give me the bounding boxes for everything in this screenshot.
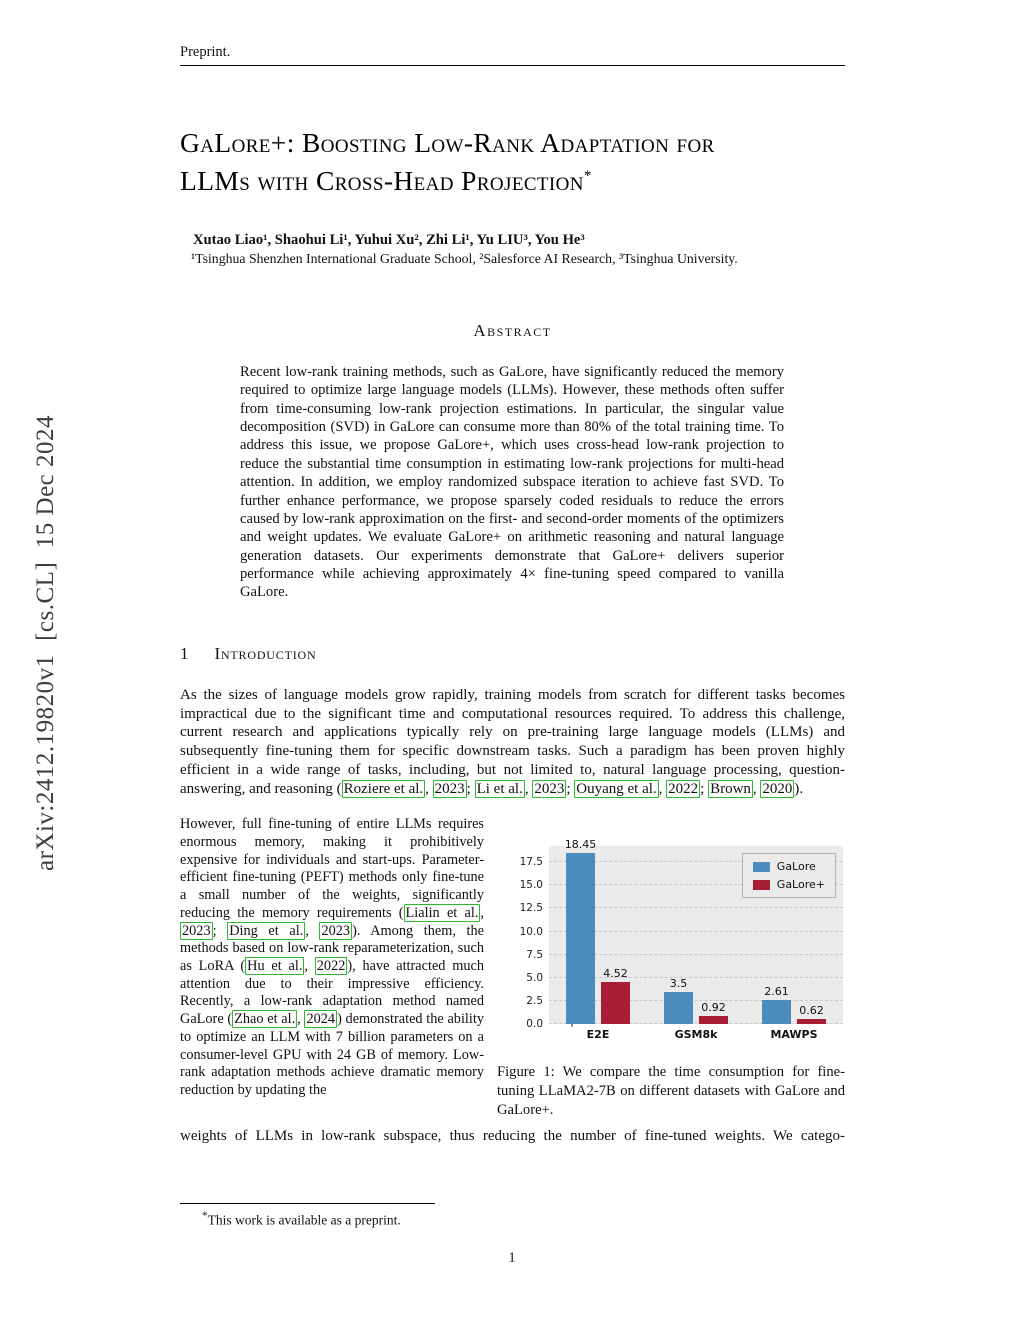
citation-link[interactable]: 2022 xyxy=(668,780,699,797)
text-run: , xyxy=(524,780,533,797)
bar-galore-mawps xyxy=(762,985,791,1024)
bar-value-label: 3.5 xyxy=(669,976,688,990)
bar-group-e2e xyxy=(549,838,647,1024)
citation-link[interactable]: 2024 xyxy=(306,1011,336,1028)
citation-link[interactable]: Hu et al. xyxy=(247,958,303,974)
bar-galoreplus-e2e xyxy=(601,967,630,1024)
text-run: , xyxy=(658,780,667,797)
bar-galoreplus-gsm8k xyxy=(699,1000,728,1025)
preprint-header xyxy=(180,0,845,61)
y-tick-label: 15.0 xyxy=(519,879,543,892)
y-tick-label: 2.5 xyxy=(526,995,543,1008)
x-tick-label-e2e: E2E xyxy=(586,1028,610,1042)
text-run: , xyxy=(480,904,484,921)
abstract-text: Recent low-rank training methods, such as GaLore, have significantly reduced the memory required to optimize large language models (LLMs). However, these methods often suffer from time-consuming low-rank projection estimations. In particular, the singular value decomposition (SVD) in GaLore can consume more than 80% of the total training time. To address this issue, we propose GaLore+, which uses cross-head low-rank projection to reduce the substantial time consumption in estimating low-rank projections for multi-head attention. In addition, we employ randomized subspace iteration to achieve fast SVD. To further enhance performance, we propose sparsely coded residuals to reduce the errors caused by low-rank approximation on the first- and second-order moments of the optimizers and weight updates. We evaluate GaLore+ on arithmetic reasoning and natural language generation datasets. Our experiments demonstrate that GaLore+ delivers superior performance while achieving approximately 4× fine-tuning speed compared to vanilla GaLore. xyxy=(240,363,784,601)
arxiv-watermark: arXiv:2412.19820v1 [cs.CL] 15 Dec 2024 xyxy=(32,414,59,872)
text-run: ). Among them, the methods based on low-rank reparameterization, such as LoRA ( xyxy=(180,922,485,974)
legend-item-galoreplus xyxy=(753,878,825,891)
citation-link[interactable]: 2023 xyxy=(182,922,211,939)
x-tick-label-mawps: MAWPS xyxy=(770,1028,818,1042)
bar-chart xyxy=(497,830,845,1041)
page-content xyxy=(180,0,845,1146)
intro-paragraph-1 xyxy=(180,686,845,799)
text-run: ; xyxy=(212,922,228,939)
y-tick-label: 12.5 xyxy=(519,902,543,915)
citation-link[interactable]: Li et al. xyxy=(476,780,523,797)
y-tick-label: 5.0 xyxy=(526,971,543,984)
text-run: ) demonstrated the ability to optimize an LLM with 7 billion parameters on a consumer-level GPU with 24 GB of memory. Low-rank adaptation methods achieve dramatic memory reduction by updating the xyxy=(180,1011,484,1099)
author-list: Xutao Liao¹, Shaohui Li¹, Yuhui Xu², Zhi Li¹, Yu LIU³, You He³ xyxy=(193,231,585,248)
text-run: , xyxy=(304,958,315,974)
legend-label: GaLore+ xyxy=(776,878,825,892)
citation-link[interactable]: 2023 xyxy=(534,780,565,797)
legend-swatch xyxy=(753,880,770,890)
bar-value-label: 18.45 xyxy=(564,838,597,852)
x-axis-ticks xyxy=(549,1028,843,1041)
footnote-text: This work is available as a preprint. xyxy=(207,1212,401,1228)
citation-link[interactable]: Lialin et al. xyxy=(405,904,479,921)
citation-link[interactable]: 2023 xyxy=(434,780,465,797)
bar-galore-e2e xyxy=(564,838,597,1024)
citation-link[interactable]: 2023 xyxy=(321,922,351,939)
citation-link[interactable]: 2020 xyxy=(762,780,793,797)
y-tick-label: 0.0 xyxy=(526,1018,543,1031)
text-run: ; xyxy=(700,780,709,797)
citation-link[interactable]: Ouyang et al. xyxy=(576,780,657,797)
header-rule xyxy=(180,65,845,66)
text-run: , xyxy=(297,1011,305,1028)
figure-1 xyxy=(497,830,845,1119)
chart-plot xyxy=(519,838,843,1031)
intro-paragraph-2 xyxy=(180,816,484,1119)
bar-value-label: 0.92 xyxy=(701,1000,726,1014)
footnote-marker: * xyxy=(202,1210,208,1222)
text-run: , xyxy=(752,780,761,797)
legend-item-galore xyxy=(753,860,825,873)
figure-caption: Figure 1: We compare the time consumption for fine-tuning LLaMA2-7B on different datasets with GaLore and GaLore+. xyxy=(497,1064,845,1118)
bar-value-label: 0.62 xyxy=(799,1003,824,1017)
text-run: , xyxy=(425,780,433,797)
two-column-block xyxy=(180,816,845,1119)
y-tick-label: 10.0 xyxy=(519,925,543,938)
citation-link[interactable]: 2022 xyxy=(316,958,346,974)
bar-galoreplus-mawps xyxy=(797,1003,826,1025)
text-run: ), have attracted much attention due to their impressive efficiency. Recently, a low-rank adaptation method named GaLore ( xyxy=(180,958,484,1028)
citation-link[interactable]: Zhao et al. xyxy=(234,1011,296,1028)
affiliations: ¹Tsinghua Shenzhen International Graduate School, ²Salesforce AI Research, ³Tsinghua University. xyxy=(191,250,738,266)
citation-link[interactable]: Ding et al. xyxy=(229,922,304,939)
y-tick-label: 17.5 xyxy=(519,856,543,869)
abstract-heading: Abstract xyxy=(473,320,552,340)
title-line-1: GaLore+: Boosting Low-Rank Adaptation for xyxy=(180,127,715,158)
section-name: Introduction xyxy=(214,643,317,663)
text-run: ). xyxy=(794,780,804,797)
text-run: , xyxy=(305,922,320,939)
bar-value-label: 4.52 xyxy=(603,967,628,981)
citation-link[interactable]: Brown xyxy=(710,780,751,797)
footnote-rule xyxy=(180,1203,435,1204)
y-tick-label: 7.5 xyxy=(526,948,543,961)
legend-label: GaLore xyxy=(776,860,816,874)
bar-galore-gsm8k xyxy=(664,976,693,1024)
paper-title xyxy=(180,124,845,200)
chart-legend xyxy=(742,853,836,898)
intro-continuation-line: weights of LLMs in low-rank subspace, thus reducing the number of fine-tuned weights. We catego- xyxy=(180,1128,845,1145)
citation-link[interactable]: Roziere et al. xyxy=(343,780,424,797)
title-line-2: LLMs with Cross-Head Projection xyxy=(180,164,584,196)
x-tick-label-gsm8k: GSM8k xyxy=(674,1028,718,1042)
text-run: However, full fine-tuning of entire LLMs requires enormous memory, making it prohibitively expensive for individuals and start-ups. Parameter-efficient fine-tuning (PEFT) methods only fine-tune a small number of the weights, significantly reducing the memory requirements ( xyxy=(180,816,484,921)
bar-value-label: 2.61 xyxy=(764,985,789,999)
title-footnote-marker: * xyxy=(583,167,592,184)
text-run: As the sizes of language models grow rapidly, training models from scratch for different tasks becomes impractical due to the significant time and computational resources required. To address this challenge, current research and applications typically rely on pre-training large language models (LLMs) and subsequently fine-tuning them for specific downstream tasks. Such a paradigm has been proven highly efficient in a wide range of tasks, including, but not limited to, natural language processing, question-answering, and reasoning ( xyxy=(180,686,845,797)
footnote xyxy=(180,1210,867,1229)
page-number: 1 xyxy=(508,1250,516,1266)
text-run: ; xyxy=(466,780,475,797)
section-number: 1 xyxy=(180,643,189,663)
bar-group-gsm8k xyxy=(647,846,745,1024)
text-run: ; xyxy=(566,780,575,797)
preprint-label: Preprint. xyxy=(180,44,231,60)
section-heading-introduction xyxy=(180,644,845,664)
legend-swatch xyxy=(753,862,770,872)
